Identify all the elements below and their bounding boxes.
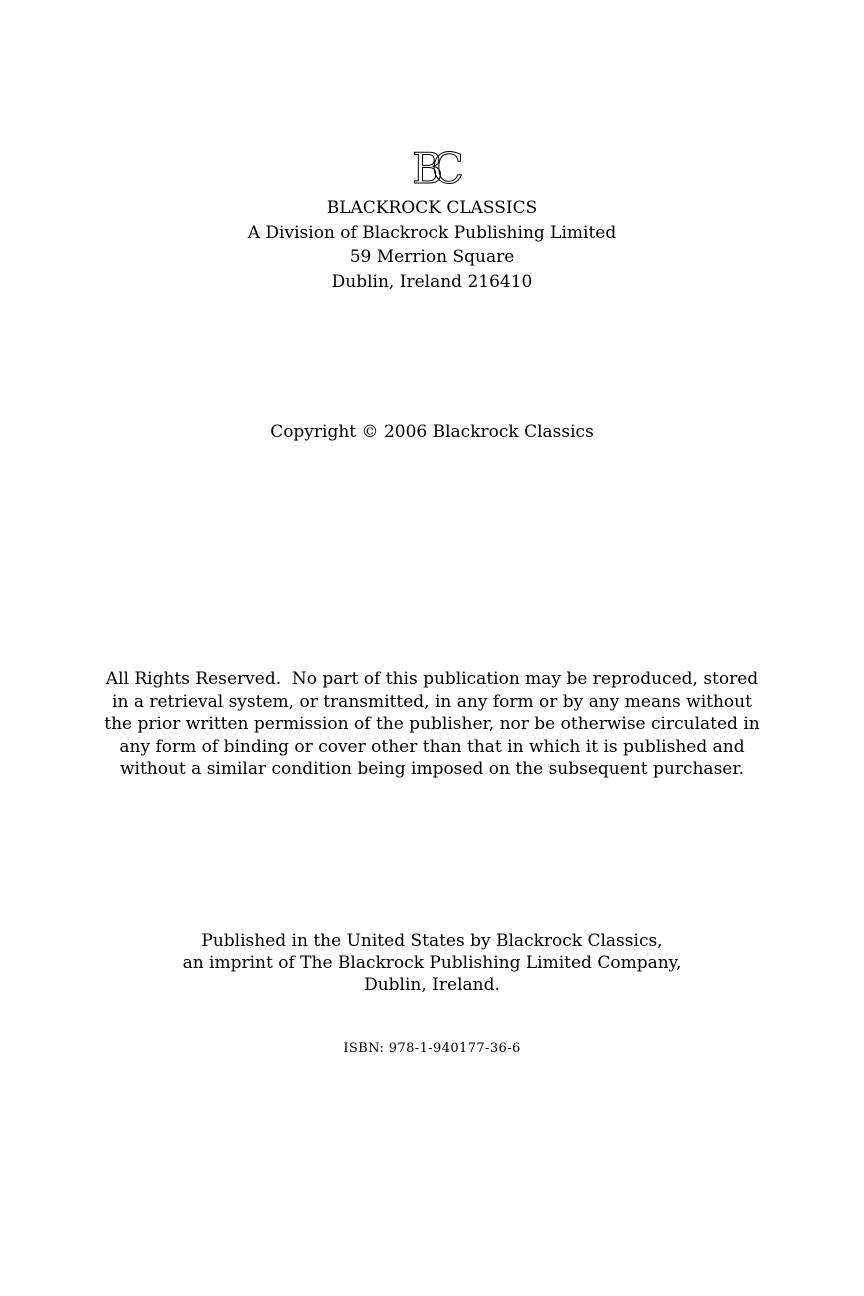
rights-line: without a similar condition being imposed on the subsequent purchaser. [119,759,745,779]
rights-line: any form of binding or cover other than that in which it is published and [119,736,745,757]
publisher-name: BLACKROCK CLASSICS [326,198,538,218]
bc-monogram-icon [402,146,462,188]
rights-statement [0,668,864,781]
publisher-division: A Division of Blackrock Publishing Limited [247,222,617,243]
us-publication-notice [0,930,864,996]
rights-line: the prior written permission of the publisher, nor be otherwise circulated in [104,714,760,734]
us-publication-line: Published in the United States by Blackrock Classics, [201,931,663,951]
rights-line: All Rights Reserved. No part of this publication may be reproduced, stored [105,669,759,689]
us-publication-line: Dublin, Ireland. [364,975,500,995]
publisher-city: Dublin, Ireland 216410 [331,271,533,292]
publisher-logo [0,146,864,192]
rights-line: in a retrieval system, or transmitted, in any form or by any means without [112,691,752,712]
publisher-address [0,196,864,294]
isbn-number: ISBN: 978-1-940177-36-6 [343,1041,521,1056]
publisher-street: 59 Merrion Square [349,247,515,267]
copyright-notice: Copyright © 2006 Blackrock Classics [270,422,594,442]
us-publication-line: an imprint of The Blackrock Publishing Limited Company, [182,953,682,973]
logo-monogram-text: BC [412,146,452,188]
